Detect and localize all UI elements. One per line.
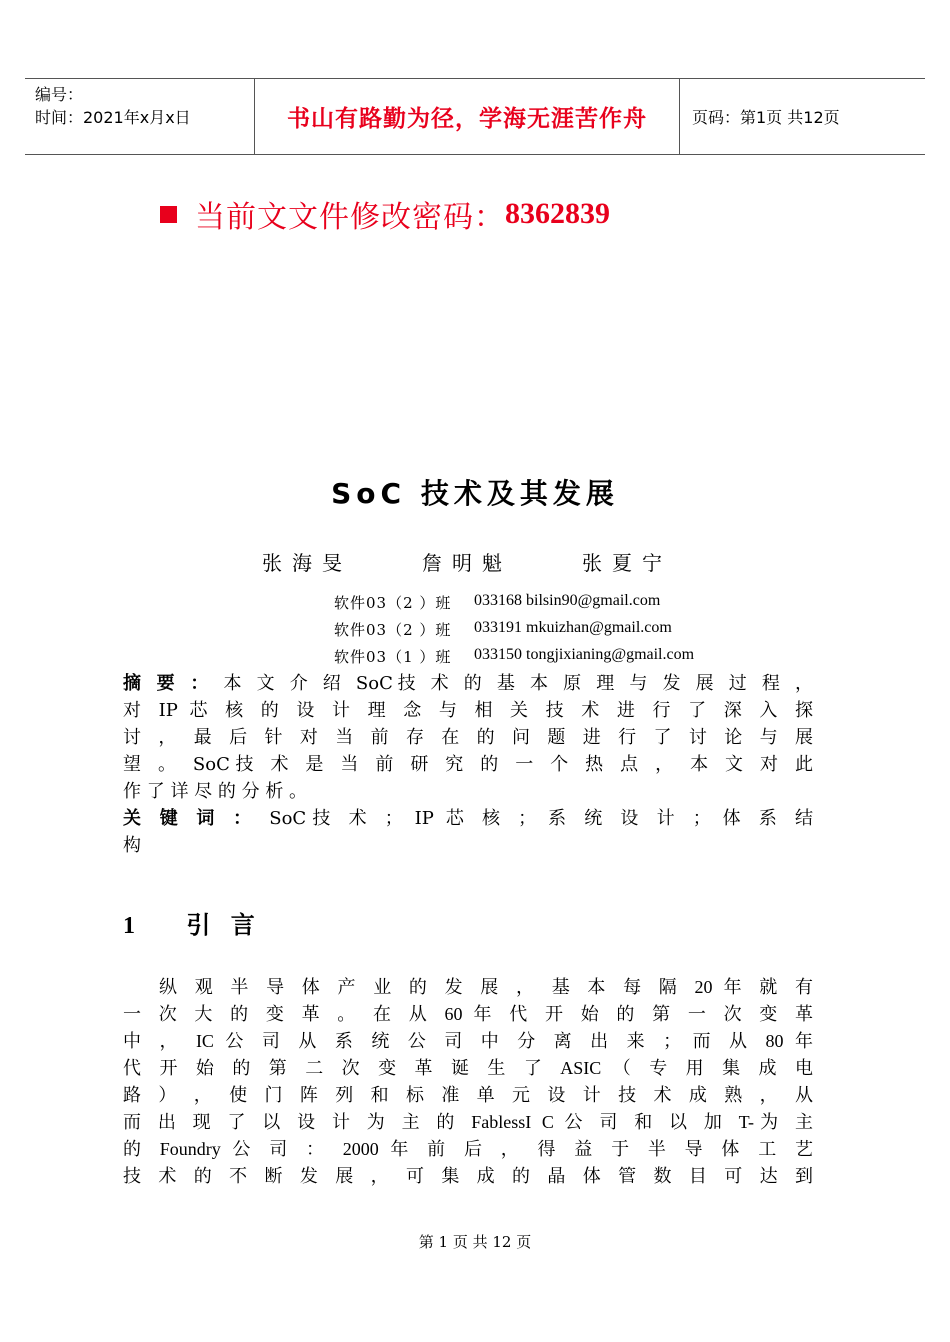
abstract-line: 望 。 SoC技 术 是 当 前 研 究 的 一 个 热 点 ， 本 文 对 此: [123, 754, 813, 775]
body-line: 技 术 的 不 断 发 展 ， 可 集 成 的 晶 体 管 数 目 可 达 到: [123, 1166, 813, 1186]
password-label: 当前文文件修改密码：: [195, 200, 505, 235]
abstract-line: 讨 ， 最 后 针 对 当 前 存 在 的 问 题 进 行 了 讨 论 与 展: [123, 727, 813, 748]
body-line: 而 出 现 了 以 设 计 为 主 的 FablessI C 公 司 和 以 加 T-为 主: [123, 1112, 813, 1132]
affiliation-email: 033191 mkuizhan@gmail.com: [474, 619, 672, 636]
affiliation-email: 033150 tongjixianing@gmail.com: [474, 646, 695, 663]
keywords-line: 构: [123, 835, 141, 856]
article-title: SoC 技术及其发展: [331, 477, 619, 510]
author-list: [262, 547, 672, 576]
affiliation-line: [334, 592, 661, 613]
section-heading: [123, 905, 261, 940]
header-meta: [25, 79, 254, 154]
abstract-line: 作 了 详 尽 的 分 析 。: [123, 781, 308, 802]
body-paragraph: [123, 974, 813, 1190]
square-bullet-icon: [160, 206, 177, 223]
author-name: 詹明魁: [422, 551, 512, 575]
affiliation-class: 软件03（2 ）班: [334, 621, 452, 639]
keywords-line: 关 键 词 ： SoC技 术 ； IP 芯 核 ； 系 统 设 计 ； 体 系 结: [123, 808, 813, 829]
page-header: [25, 78, 925, 155]
page-footer: 第 1 页 共 12 页: [418, 1233, 532, 1251]
body-line: 中 ， IC 公 司 从 系 统 公 司 中 分 离 出 来 ； 而 从 80 年: [123, 1031, 813, 1051]
affiliation-class: 软件03（1 ）班: [334, 648, 452, 666]
body-line: 纵 观 半 导 体 产 业 的 发 展 ， 基 本 每 隔 20 年 就 有: [159, 977, 813, 997]
abstract-line: 对 IP 芯 核 的 设 计 理 念 与 相 关 技 术 进 行 了 深 入 探: [123, 700, 813, 721]
body-line: 代 开 始 的 第 二 次 变 革 诞 生 了 ASIC （ 专 用 集 成 电: [123, 1058, 813, 1078]
section-title: 引 言: [186, 910, 261, 939]
body-line: 路 ） ， 使 门 阵 列 和 标 准 单 元 设 计 技 术 成 熟 ， 从: [123, 1085, 813, 1105]
header-motto: 书山有路勤为径，学海无涯苦作舟: [254, 79, 680, 154]
affiliation-class: 软件03（2 ）班: [334, 594, 452, 612]
password-code: 8362839: [505, 197, 610, 230]
body-line: 的 Foundry 公 司 ： 2000 年 前 后 ， 得 益 于 半 导 体 工 艺: [123, 1139, 813, 1159]
serial-label: 编号：: [35, 85, 84, 104]
author-name: 张夏宁: [582, 551, 672, 575]
time-label: 时间：2021年x月x日: [35, 108, 191, 127]
affiliation-line: [334, 646, 695, 667]
abstract-block: [123, 670, 813, 859]
body-line: 一 次 大 的 变 革 。 在 从 60 年 代 开 始 的 第 一 次 变 革: [123, 1004, 813, 1024]
section-number: 1: [123, 913, 135, 939]
affiliation-email: 033168 bilsin90@gmail.com: [474, 592, 661, 609]
abstract-line: 摘 要 ： 本 文 介 绍 SoC技 术 的 基 本 原 理 与 发 展 过 程 ，: [123, 673, 813, 694]
password-notice: [160, 192, 610, 236]
author-name: 张海旻: [262, 551, 352, 575]
header-page-info: 页码：第1页 共12页: [692, 108, 840, 127]
affiliation-line: [334, 619, 672, 640]
